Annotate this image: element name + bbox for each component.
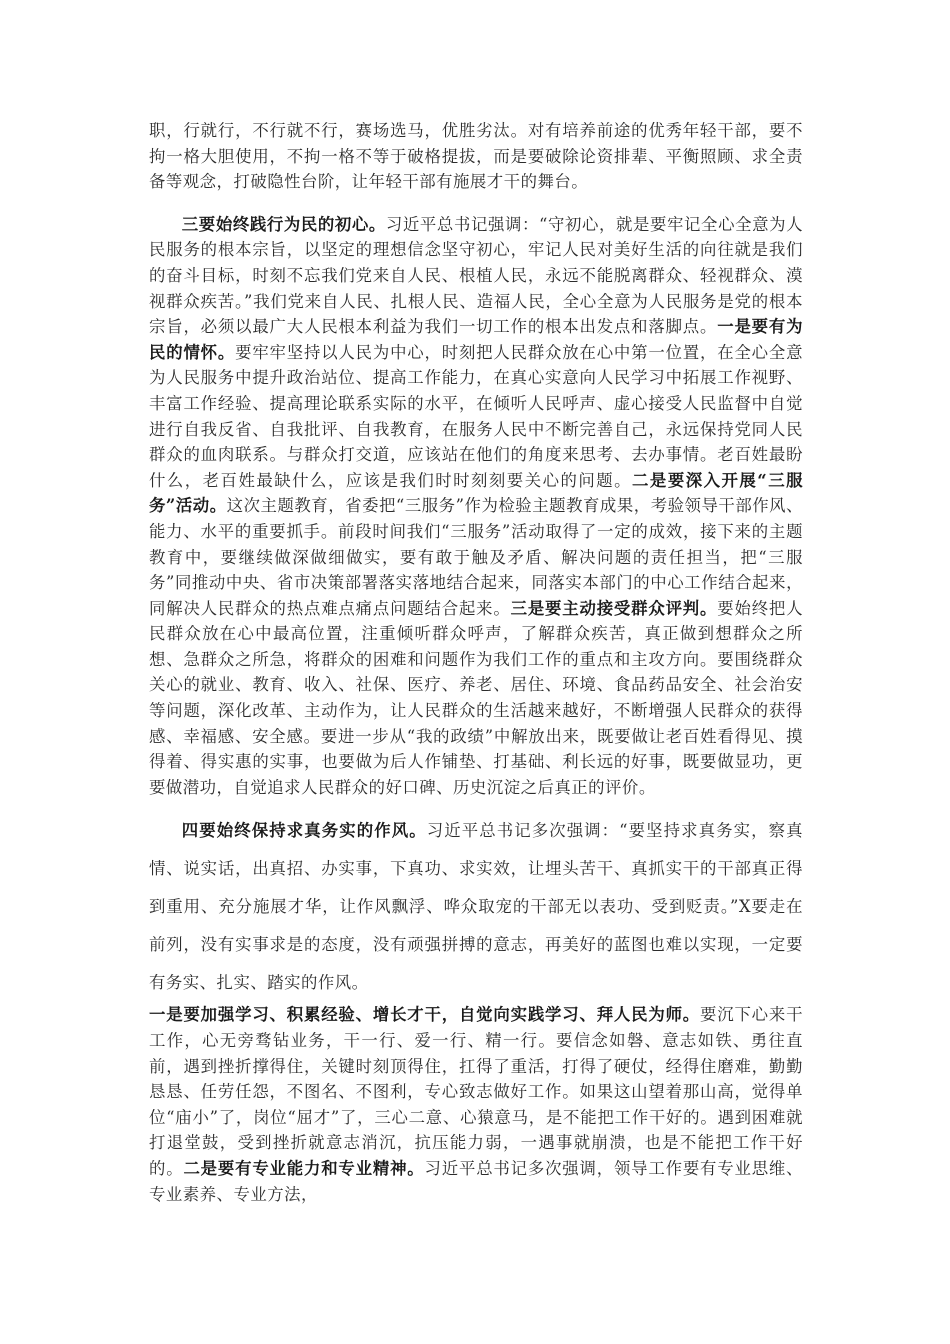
point-heading: 二是要有专业能力和专业精神。 <box>183 1159 425 1178</box>
body-text: 要牢牢坚持以人民为中心，时刻把人民群众放在心中第一位置，在全心全意为人民服务中提升政治站位、提高工作能力，在真心实意向人民学习中拓展工作视野、丰富工作经验、提高理论联系实际的水平，在倾听人民呼声、虚心接受人民监督中自觉进行自我反省、自我批评、自我教育，在服务人民中不断完善自己，永远保持党同人民群众的血肉联系。与群众打交道，应该站在他们的角度来思考、去办事情。老百姓最盼什么，老百姓最缺什么，应该是我们时时刻刻要关心的问题。 <box>149 342 804 490</box>
point-heading: 二是要深入开展“三服务”活动。 <box>149 470 803 516</box>
section-heading: 三要始终践行为民的初心。 <box>181 214 386 234</box>
paragraph-continuation <box>149 118 803 195</box>
document-page <box>149 118 803 1207</box>
point-heading: 一是要有为民的情怀。 <box>149 317 804 362</box>
body-text: 职，行就行，不行就不行，赛场选马，优胜劣汰。对有培养前途的优秀年轻干部，要不拘一格大胆使用，不拘一格不等于破格提拔，而是要破除论资排辈、平衡照顾、求全责备等观念，打破隐性台阶，让年轻干部有施展才干的舞台。 <box>149 121 803 192</box>
paragraph-section-four-intro <box>149 812 803 1002</box>
body-text: 习近平总书记多次强调，领导工作要有专业思维、专业素养、专业方法， <box>149 1159 804 1204</box>
paragraph-section-three <box>149 212 803 801</box>
body-text: 习近平总书记多次强调：“要坚持求真务实，察真情、说实话，出真招、办实事，下真功、求实效，让埋头苦干、真抓实干的干部真正得到重用、充分施展才华，让作风飘浮、哗众取宠的干部无以表功、受到贬责。”X要走在前列，没有实事求是的态度，没有顽强拼搏的意志，再美好的蓝图也难以实现，一定要有务实、扎实、踏实的作风。 <box>149 821 804 993</box>
body-text: 要沉下心来干工作，心无旁骛钻业务，干一行、爱一行、精一行。要信念如磐、意志如铁、勇往直前，遇到挫折撑得住，关键时刻顶得住，扛得了重活，打得了硬仗，经得住磨难，勤勤恳恳、任劳任怨，不图名、不图利，专心致志做好工作。如果这山望着那山高，觉得单位“庙小”了，岗位“屈才”了，三心二意、心猿意马，是不能把工作干好的。遇到困难就打退堂鼓，受到挫折就意志消沉，抗压能力弱，一遇事就崩溃，也是不能把工作干好的。 <box>149 1005 804 1178</box>
point-heading: 一是要加强学习、积累经验、增长才干，自觉向实践学习、拜人民为师。 <box>149 1005 701 1025</box>
body-text: 习近平总书记强调：“守初心，就是要牢记全心全意为人民服务的根本宗旨，以坚定的理想信念坚守初心，牢记人民对美好生活的向往就是我们的奋斗目标，时刻不忘我们党来自人民、根植人民，永远不能脱离群众、轻视群众、漠视群众疾苦。”我们党来自人民、扎根人民、造福人民，全心全意为人民服务是党的根本宗旨，必须以最广大人民根本利益为我们一切工作的根本出发点和落脚点。 <box>149 214 803 337</box>
point-heading: 三是要主动接受群众评判。 <box>510 598 718 618</box>
section-heading: 四要始终保持求真务实的作风。 <box>181 821 427 841</box>
paragraph-section-four-body <box>149 1002 803 1207</box>
body-text: 要始终把人民群众放在心中最高位置，注重倾听群众呼声，了解群众疾苦，真正做到想群众之所想、急群众之所急，将群众的困难和问题作为我们工作的重点和主攻方向。要围绕群众关心的就业、教育、收入、社保、医疗、养老、居住、环境、食品药品安全、社会治安等问题，深化改革、主动作为，让人民群众的生活越来越好，不断增强人民群众的获得感、幸福感、安全感。要进一步从“我的政绩”中解放出来，既要做让老百姓看得见、摸得着、得实惠的实事，也要做为后人作铺垫、打基础、利长远的好事，既要做显功，更要做潜功，自觉追求人民群众的好口碑、历史沉淀之后真正的评价。 <box>149 598 804 797</box>
body-text: 这次主题教育，省委把“三服务”作为检验主题教育成果，考验领导干部作风、能力、水平的重要抓手。前段时间我们“三服务”活动取得了一定的成效，接下来的主题教育中，要继续做深做细做实，要有敢于触及矛盾、解决问题的责任担当，把“三服务”同推动中央、省市决策部署落实落地结合起来，同落实本部门的中心工作结合起来，同解决人民群众的热点难点痛点问题结合起来。 <box>149 496 803 618</box>
